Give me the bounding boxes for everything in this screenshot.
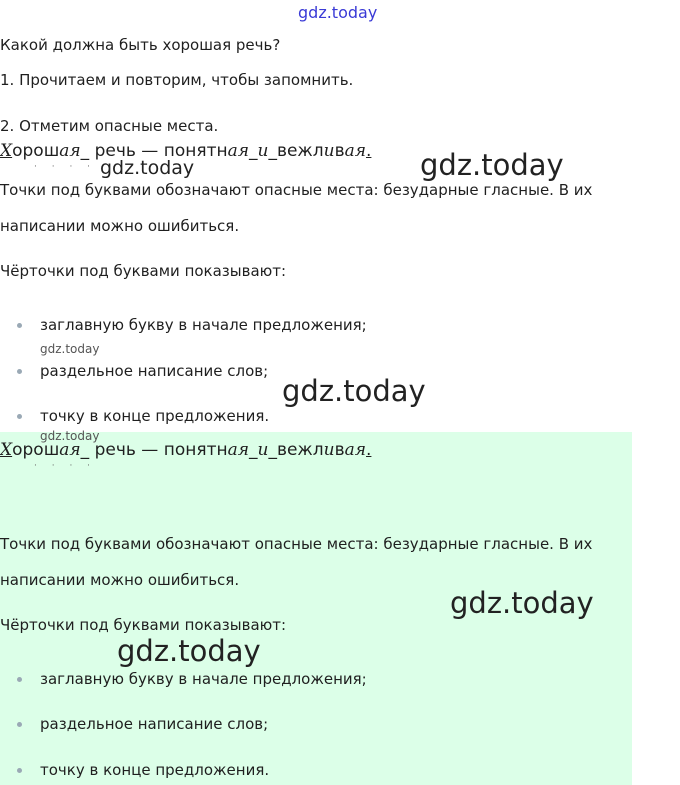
watermark: gdz.today bbox=[450, 586, 594, 620]
step-2-text: 2. Отметим опасные места. bbox=[0, 117, 219, 135]
bullet bbox=[17, 369, 22, 374]
marked-sentence: Хорошая_ речь — понятная_и_вежливая. bbox=[0, 141, 372, 161]
final-period: . bbox=[366, 440, 372, 460]
bullet bbox=[17, 323, 22, 328]
list-item: раздельное написание слов; bbox=[40, 715, 269, 733]
watermark: gdz.today bbox=[40, 429, 100, 443]
watermark: gdz.today bbox=[40, 342, 100, 356]
capital-letter: Х bbox=[0, 440, 13, 460]
explain-line-1: Точки под буквами обозначают опасные места: безударные гласные. В их bbox=[0, 535, 593, 553]
question-text: Какой должна быть хорошая речь? bbox=[0, 36, 281, 54]
vowel-dots: · · · · bbox=[34, 162, 97, 172]
explain-line-2: написании можно ошибиться. bbox=[0, 217, 240, 235]
bullet bbox=[17, 677, 22, 682]
list-item: точку в конце предложения. bbox=[40, 761, 270, 779]
bullet bbox=[17, 722, 22, 727]
list-item: точку в конце предложения. bbox=[40, 407, 270, 425]
watermark: gdz.today bbox=[117, 634, 261, 668]
step-1-text: 1. Прочитаем и повторим, чтобы запомнить. bbox=[0, 71, 354, 89]
explain-line-1: Точки под буквами обозначают опасные места: безударные гласные. В их bbox=[0, 181, 593, 199]
bullet bbox=[17, 768, 22, 773]
explain-line-2: написании можно ошибиться. bbox=[0, 571, 240, 589]
marked-sentence: Хорошая_ речь — понятная_и_вежливая. bbox=[0, 440, 372, 460]
list-item: раздельное написание слов; bbox=[40, 362, 269, 380]
watermark: gdz.today bbox=[100, 157, 195, 179]
watermark-top: gdz.today bbox=[298, 3, 378, 22]
final-period: . bbox=[366, 141, 372, 161]
watermark: gdz.today bbox=[420, 148, 564, 182]
watermark: gdz.today bbox=[282, 374, 426, 408]
dashes-intro: Чёрточки под буквами показывают: bbox=[0, 262, 287, 280]
bullet bbox=[17, 414, 22, 419]
list-item: заглавную букву в начале предложения; bbox=[40, 670, 367, 688]
list-item: заглавную букву в начале предложения; bbox=[40, 316, 367, 334]
vowel-dots: · · · · bbox=[34, 461, 97, 471]
dashes-intro: Чёрточки под буквами показывают: bbox=[0, 616, 287, 634]
capital-letter: Х bbox=[0, 141, 13, 161]
